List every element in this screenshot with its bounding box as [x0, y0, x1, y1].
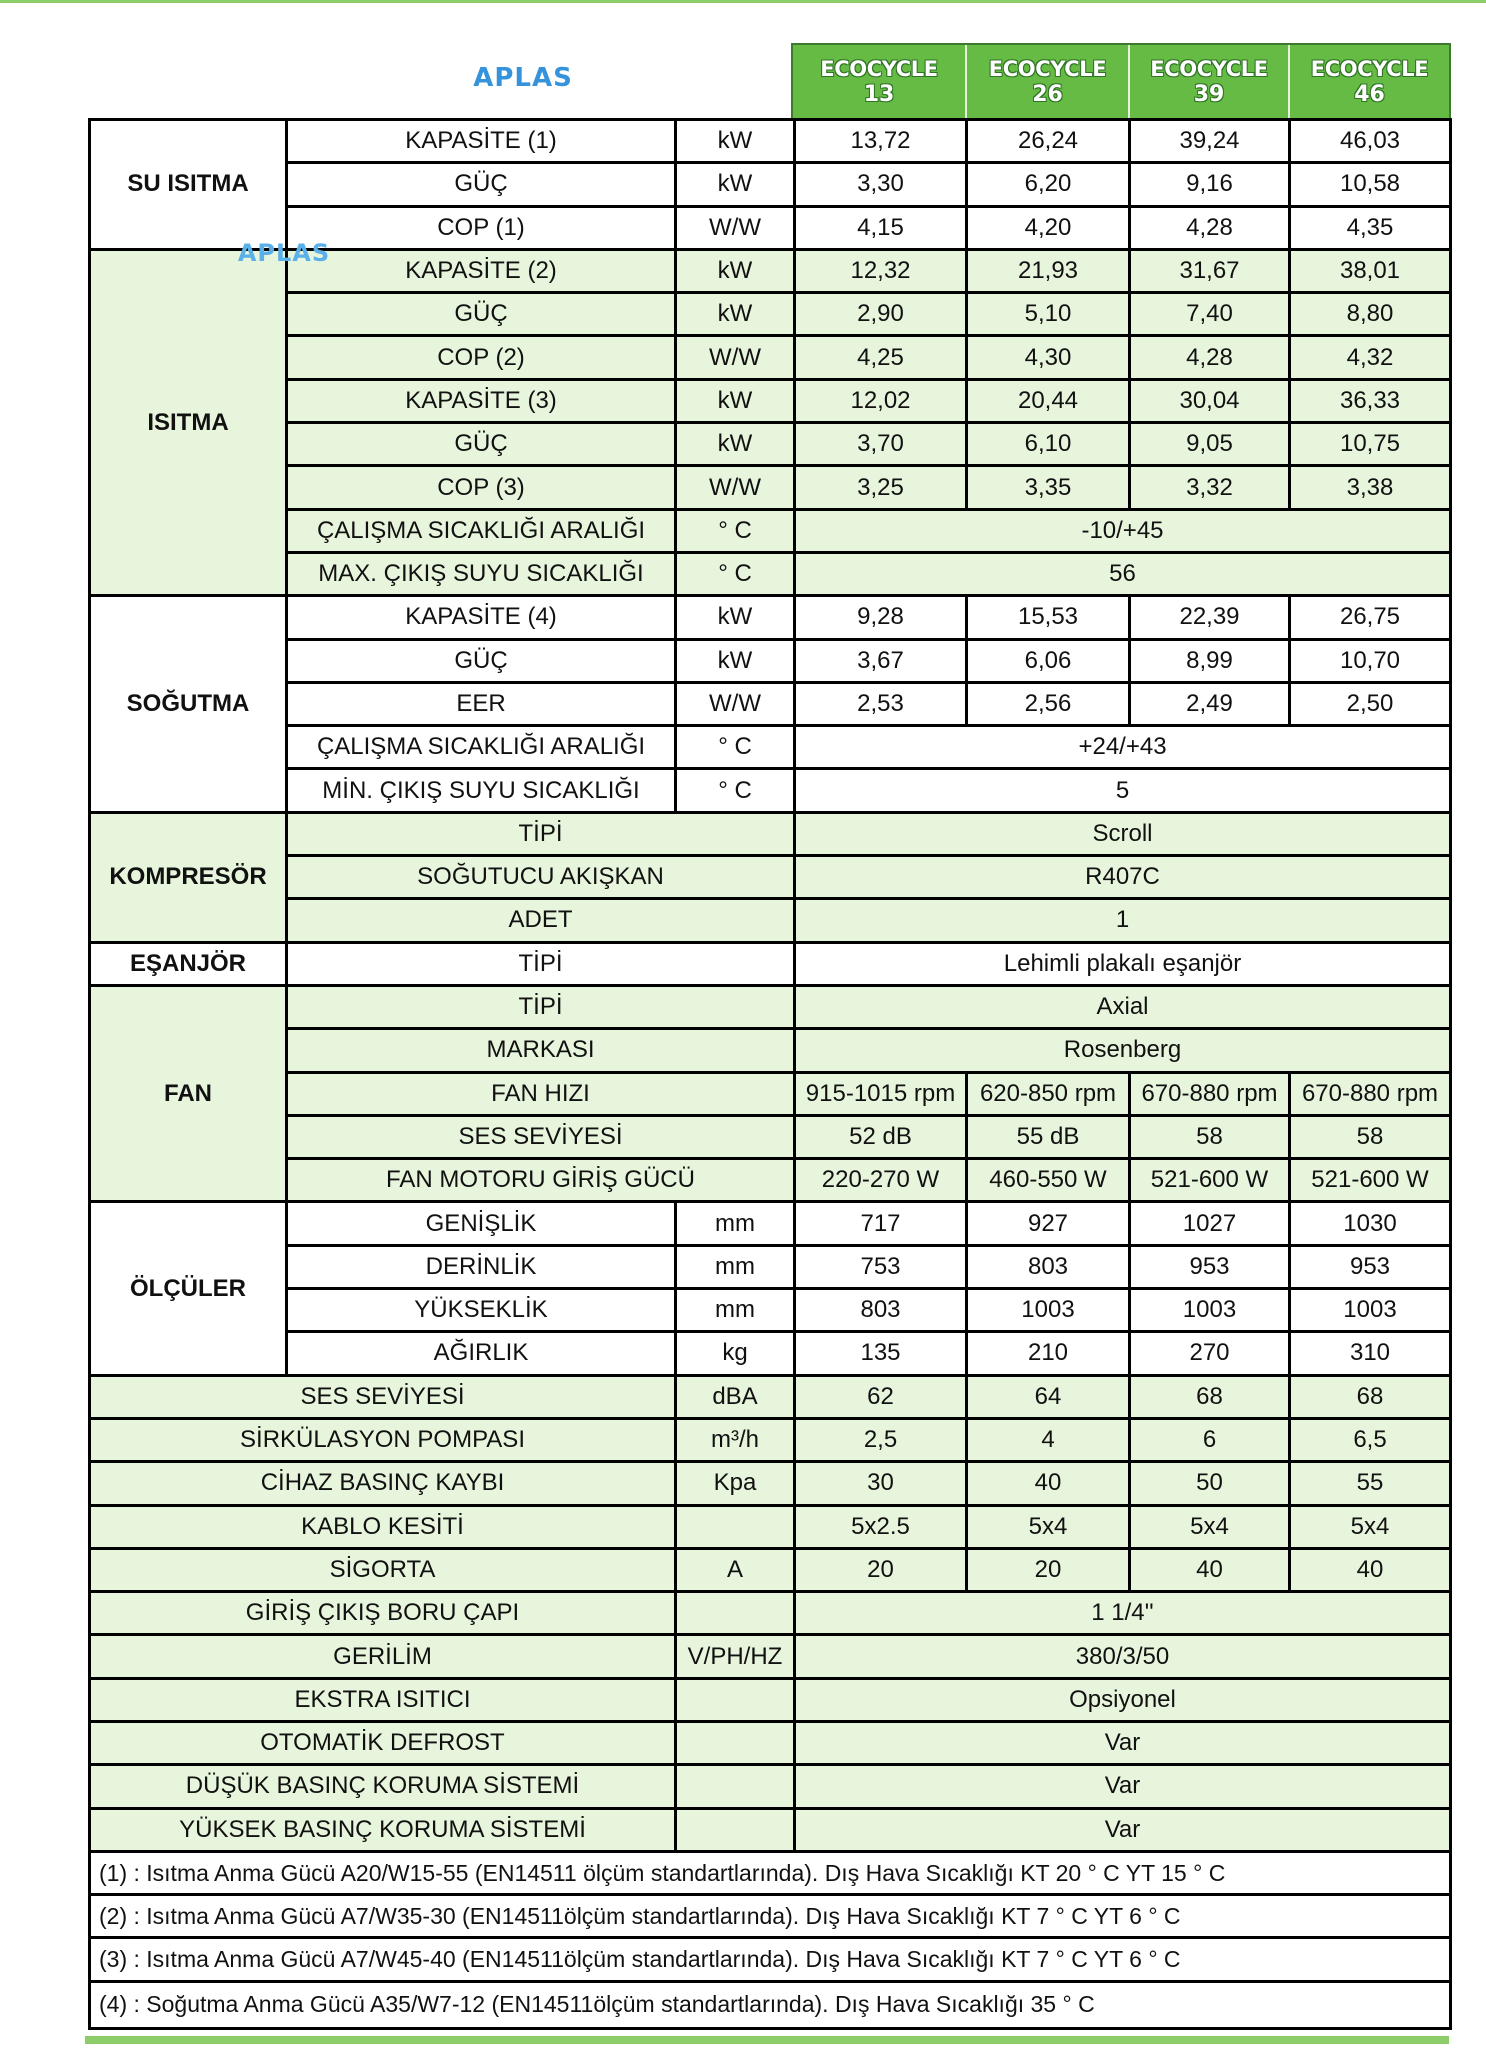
unit-cell: kW — [676, 596, 795, 639]
footnote-row — [90, 1981, 1451, 2028]
param-label: ÇALIŞMA SICAKLIĞI ARALIĞI — [287, 509, 676, 552]
unit-cell — [676, 1678, 795, 1721]
value-cell: 670-880 rpm — [1290, 1072, 1451, 1115]
unit-cell: ° C — [676, 509, 795, 552]
value-cell: 38,01 — [1290, 249, 1451, 292]
value-cell: 6,06 — [967, 639, 1130, 682]
table-row — [90, 1375, 1451, 1418]
value-cell: 4,20 — [967, 206, 1130, 249]
bottom-accent-bar — [85, 2036, 1449, 2044]
value-cell: 6,10 — [967, 423, 1130, 466]
value-cell: 1030 — [1290, 1202, 1451, 1245]
value-cell: 2,56 — [967, 682, 1130, 725]
param-label: TİPİ — [287, 985, 795, 1028]
value-cell: 8,99 — [1130, 639, 1290, 682]
footnote-text: (2) : Isıtma Anma Gücü A7/W35-30 (EN14511ölçüm standartlarında). Dış Hava Sıcaklığı KT 7 ° C YT 6 ° C — [90, 1895, 1451, 1938]
value-cell: 55 — [1290, 1462, 1451, 1505]
param-label: COP (1) — [287, 206, 676, 249]
table-row — [90, 1548, 1451, 1591]
param-label: FAN HIZI — [287, 1072, 795, 1115]
param-label: GERİLİM — [90, 1635, 676, 1678]
value-cell: 4,15 — [795, 206, 967, 249]
value-cell: 20,44 — [967, 379, 1130, 422]
merged-value-cell: 380/3/50 — [795, 1635, 1451, 1678]
value-cell: 52 dB — [795, 1115, 967, 1158]
param-label: YÜKSEKLİK — [287, 1289, 676, 1332]
value-cell: 4,25 — [795, 336, 967, 379]
value-cell: 803 — [967, 1245, 1130, 1288]
merged-value-cell: Axial — [795, 985, 1451, 1028]
value-cell: 1003 — [1290, 1289, 1451, 1332]
value-cell: 6 — [1130, 1418, 1290, 1461]
param-label: SİRKÜLASYON POMPASI — [90, 1418, 676, 1461]
merged-value-cell: Var — [795, 1808, 1451, 1851]
merged-value-cell: 1 1/4'' — [795, 1592, 1451, 1635]
unit-cell: kW — [676, 120, 795, 163]
unit-cell: kW — [676, 379, 795, 422]
group-label-kompresor: KOMPRESÖR — [90, 812, 287, 942]
value-cell: 5x4 — [967, 1505, 1130, 1548]
table-row — [90, 379, 1451, 422]
value-cell: 915-1015 rpm — [795, 1072, 967, 1115]
table-row — [90, 1635, 1451, 1678]
unit-cell: dBA — [676, 1375, 795, 1418]
value-cell: 670-880 rpm — [1130, 1072, 1290, 1115]
param-label: EKSTRA ISITICI — [90, 1678, 676, 1721]
param-label: KAPASİTE (3) — [287, 379, 676, 422]
value-cell: 3,70 — [795, 423, 967, 466]
unit-cell: mm — [676, 1245, 795, 1288]
param-label: GÜÇ — [287, 423, 676, 466]
table-row — [90, 1115, 1451, 1158]
merged-value-cell: Rosenberg — [795, 1029, 1451, 1072]
unit-cell: kW — [676, 423, 795, 466]
group-label-fan: FAN — [90, 985, 287, 1201]
table-row — [90, 639, 1451, 682]
value-cell: 717 — [795, 1202, 967, 1245]
unit-cell: ° C — [676, 769, 795, 812]
footnote-text: (1) : Isıtma Anma Gücü A20/W15-55 (EN14511 ölçüm standartlarında). Dış Hava Sıcaklığı KT 20 ° C YT 15 ° C — [90, 1851, 1451, 1894]
group-label-isitma: ISITMA — [90, 249, 287, 595]
group-label-olculer: ÖLÇÜLER — [90, 1202, 287, 1375]
value-cell: 8,80 — [1290, 293, 1451, 336]
value-cell: 310 — [1290, 1332, 1451, 1375]
value-cell: 58 — [1290, 1115, 1451, 1158]
value-cell: 210 — [967, 1332, 1130, 1375]
value-cell: 6,5 — [1290, 1418, 1451, 1461]
param-label: TİPİ — [287, 812, 795, 855]
merged-value-cell: Lehimli plakalı eşanjör — [795, 942, 1451, 985]
table-row — [90, 1332, 1451, 1375]
value-cell: 50 — [1130, 1462, 1290, 1505]
table-row — [90, 1418, 1451, 1461]
unit-cell: W/W — [676, 466, 795, 509]
value-cell: 68 — [1290, 1375, 1451, 1418]
value-cell: 4 — [967, 1418, 1130, 1461]
table-row — [90, 596, 1451, 639]
value-cell: 5x2.5 — [795, 1505, 967, 1548]
value-cell: 460-550 W — [967, 1159, 1130, 1202]
table-row — [90, 1765, 1451, 1808]
value-cell: 753 — [795, 1245, 967, 1288]
param-label: KABLO KESİTİ — [90, 1505, 676, 1548]
value-cell: 3,35 — [967, 466, 1130, 509]
value-cell: 9,28 — [795, 596, 967, 639]
value-cell: 26,24 — [967, 120, 1130, 163]
param-label: GÜÇ — [287, 163, 676, 206]
table-row — [90, 466, 1451, 509]
unit-cell — [676, 1505, 795, 1548]
param-label: CİHAZ BASINÇ KAYBI — [90, 1462, 676, 1505]
table-row — [90, 1159, 1451, 1202]
table-row — [90, 812, 1451, 855]
value-cell: 4,35 — [1290, 206, 1451, 249]
model-number: 13 — [863, 81, 895, 107]
table-row — [90, 1808, 1451, 1851]
value-cell: 62 — [795, 1375, 967, 1418]
param-label: TİPİ — [287, 942, 795, 985]
value-cell: 30 — [795, 1462, 967, 1505]
unit-cell: kg — [676, 1332, 795, 1375]
value-cell: 803 — [795, 1289, 967, 1332]
param-label: AĞIRLIK — [287, 1332, 676, 1375]
value-cell: 270 — [1130, 1332, 1290, 1375]
table-row — [90, 293, 1451, 336]
param-label: GÜÇ — [287, 293, 676, 336]
brand-logo: APLAS — [473, 63, 573, 93]
param-label: SES SEVİYESİ — [90, 1375, 676, 1418]
unit-cell: kW — [676, 249, 795, 292]
value-cell: 927 — [967, 1202, 1130, 1245]
param-label: MAX. ÇIKIŞ SUYU SICAKLIĞI — [287, 552, 676, 595]
value-cell: 12,02 — [795, 379, 967, 422]
param-label: SES SEVİYESİ — [287, 1115, 795, 1158]
value-cell: 31,67 — [1130, 249, 1290, 292]
value-cell: 12,32 — [795, 249, 967, 292]
table-row — [90, 163, 1451, 206]
unit-cell: W/W — [676, 682, 795, 725]
value-cell: 7,40 — [1130, 293, 1290, 336]
unit-cell: V/PH/HZ — [676, 1635, 795, 1678]
param-label: SOĞUTUCU AKIŞKAN — [287, 856, 795, 899]
value-cell: 9,05 — [1130, 423, 1290, 466]
table-row — [90, 942, 1451, 985]
value-cell: 64 — [967, 1375, 1130, 1418]
param-label: MİN. ÇIKIŞ SUYU SICAKLIĞI — [287, 769, 676, 812]
value-cell: 3,38 — [1290, 466, 1451, 509]
value-cell: 40 — [967, 1462, 1130, 1505]
param-label: KAPASİTE (2) — [287, 249, 676, 292]
table-row — [90, 1029, 1451, 1072]
unit-cell — [676, 1721, 795, 1764]
value-cell: 30,04 — [1130, 379, 1290, 422]
footnote-text: (4) : Soğutma Anma Gücü A35/W7-12 (EN14511ölçüm standartlarında). Dış Hava Sıcaklığı 35 ° C — [90, 1981, 1451, 2028]
param-label: COP (2) — [287, 336, 676, 379]
model-number: 46 — [1354, 81, 1385, 107]
value-cell: 3,25 — [795, 466, 967, 509]
param-label: ADET — [287, 899, 795, 942]
value-cell: 4,32 — [1290, 336, 1451, 379]
value-cell: 20 — [795, 1548, 967, 1591]
spec-table — [88, 118, 1452, 2030]
table-row — [90, 1721, 1451, 1764]
table-row — [90, 1245, 1451, 1288]
footnote-row — [90, 1895, 1451, 1938]
model-number: 39 — [1193, 81, 1225, 107]
unit-cell: mm — [676, 1289, 795, 1332]
group-label-esanjor: EŞANJÖR — [90, 942, 287, 985]
footnote-text: (3) : Isıtma Anma Gücü A7/W45-40 (EN14511ölçüm standartlarında). Dış Hava Sıcaklığı KT 7 ° C YT 6 ° C — [90, 1938, 1451, 1981]
value-cell: 953 — [1290, 1245, 1451, 1288]
merged-value-cell: Var — [795, 1721, 1451, 1764]
value-cell: 9,16 — [1130, 163, 1290, 206]
param-label: GENİŞLİK — [287, 1202, 676, 1245]
table-row — [90, 985, 1451, 1028]
value-cell: 10,70 — [1290, 639, 1451, 682]
table-row — [90, 1678, 1451, 1721]
value-cell: 220-270 W — [795, 1159, 967, 1202]
value-cell: 36,33 — [1290, 379, 1451, 422]
value-cell: 15,53 — [967, 596, 1130, 639]
model-number: 26 — [1032, 81, 1063, 107]
param-label: KAPASİTE (1) — [287, 120, 676, 163]
unit-cell: W/W — [676, 206, 795, 249]
unit-cell — [676, 1592, 795, 1635]
value-cell: 21,93 — [967, 249, 1130, 292]
unit-cell — [676, 1765, 795, 1808]
model-name: ECOCYCLE — [820, 56, 938, 81]
value-cell: 521-600 W — [1290, 1159, 1451, 1202]
table-row — [90, 1505, 1451, 1548]
value-cell: 6,20 — [967, 163, 1130, 206]
value-cell: 22,39 — [1130, 596, 1290, 639]
value-cell: 3,30 — [795, 163, 967, 206]
value-cell: 4,30 — [967, 336, 1130, 379]
param-label: FAN MOTORU GİRİŞ GÜCÜ — [287, 1159, 795, 1202]
value-cell: 20 — [967, 1548, 1130, 1591]
value-cell: 620-850 rpm — [967, 1072, 1130, 1115]
unit-cell: A — [676, 1548, 795, 1591]
unit-cell: kW — [676, 639, 795, 682]
merged-value-cell: 1 — [795, 899, 1451, 942]
merged-value-cell: Scroll — [795, 812, 1451, 855]
value-cell: 4,28 — [1130, 206, 1290, 249]
merged-value-cell: 5 — [795, 769, 1451, 812]
model-header-cell — [793, 45, 965, 118]
value-cell: 1003 — [967, 1289, 1130, 1332]
value-cell: 58 — [1130, 1115, 1290, 1158]
table-row — [90, 1289, 1451, 1332]
table-row — [90, 336, 1451, 379]
group-label-sogutma: SOĞUTMA — [90, 596, 287, 812]
value-cell: 5x4 — [1290, 1505, 1451, 1548]
unit-cell: W/W — [676, 336, 795, 379]
param-label: OTOMATİK DEFROST — [90, 1721, 676, 1764]
unit-cell — [676, 1808, 795, 1851]
param-label: DÜŞÜK BASINÇ KORUMA SİSTEMİ — [90, 1765, 676, 1808]
value-cell: 46,03 — [1290, 120, 1451, 163]
value-cell: 68 — [1130, 1375, 1290, 1418]
value-cell: 40 — [1290, 1548, 1451, 1591]
value-cell: 13,72 — [795, 120, 967, 163]
brand-watermark: APLAS — [237, 239, 331, 267]
table-row — [90, 1592, 1451, 1635]
value-cell: 3,32 — [1130, 466, 1290, 509]
table-row — [90, 899, 1451, 942]
model-header-cell — [1288, 45, 1449, 118]
footnote-row — [90, 1851, 1451, 1894]
unit-cell: ° C — [676, 726, 795, 769]
model-header-cell — [1128, 45, 1288, 118]
param-label: COP (3) — [287, 466, 676, 509]
value-cell: 3,67 — [795, 639, 967, 682]
unit-cell: kW — [676, 293, 795, 336]
table-row — [90, 1462, 1451, 1505]
value-cell: 1003 — [1130, 1289, 1290, 1332]
unit-cell: kW — [676, 163, 795, 206]
value-cell: 2,49 — [1130, 682, 1290, 725]
value-cell: 953 — [1130, 1245, 1290, 1288]
model-name: ECOCYCLE — [988, 56, 1107, 81]
table-row — [90, 423, 1451, 466]
unit-cell: m³/h — [676, 1418, 795, 1461]
merged-value-cell: R407C — [795, 856, 1451, 899]
value-cell: 4,28 — [1130, 336, 1290, 379]
table-row — [90, 552, 1451, 595]
table-row — [90, 726, 1451, 769]
value-cell: 1027 — [1130, 1202, 1290, 1245]
unit-cell: ° C — [676, 552, 795, 595]
top-accent-line — [0, 0, 1486, 3]
group-label-su-isitma: SU ISITMA — [90, 120, 287, 250]
param-label: ÇALIŞMA SICAKLIĞI ARALIĞI — [287, 726, 676, 769]
table-row — [90, 856, 1451, 899]
table-row — [90, 1202, 1451, 1245]
model-name: ECOCYCLE — [1310, 56, 1429, 81]
value-cell: 10,58 — [1290, 163, 1451, 206]
value-cell: 2,90 — [795, 293, 967, 336]
unit-cell: mm — [676, 1202, 795, 1245]
value-cell: 5x4 — [1130, 1505, 1290, 1548]
value-cell: 40 — [1130, 1548, 1290, 1591]
param-label: KAPASİTE (4) — [287, 596, 676, 639]
param-label: GİRİŞ ÇIKIŞ BORU ÇAPI — [90, 1592, 676, 1635]
merged-value-cell: Opsiyonel — [795, 1678, 1451, 1721]
value-cell: 2,50 — [1290, 682, 1451, 725]
value-cell: 521-600 W — [1130, 1159, 1290, 1202]
table-row — [90, 682, 1451, 725]
param-label: YÜKSEK BASINÇ KORUMA SİSTEMİ — [90, 1808, 676, 1851]
table-row — [90, 769, 1451, 812]
model-header — [791, 43, 1451, 118]
value-cell: 5,10 — [967, 293, 1130, 336]
merged-value-cell: Var — [795, 1765, 1451, 1808]
value-cell: 2,5 — [795, 1418, 967, 1461]
value-cell: 2,53 — [795, 682, 967, 725]
value-cell: 135 — [795, 1332, 967, 1375]
value-cell: 55 dB — [967, 1115, 1130, 1158]
param-label: GÜÇ — [287, 639, 676, 682]
merged-value-cell: +24/+43 — [795, 726, 1451, 769]
param-label: MARKASI — [287, 1029, 795, 1072]
table-row — [90, 509, 1451, 552]
param-label: EER — [287, 682, 676, 725]
footnote-row — [90, 1938, 1451, 1981]
merged-value-cell: 56 — [795, 552, 1451, 595]
value-cell: 26,75 — [1290, 596, 1451, 639]
param-label: SİGORTA — [90, 1548, 676, 1591]
merged-value-cell: -10/+45 — [795, 509, 1451, 552]
value-cell: 39,24 — [1130, 120, 1290, 163]
model-name: ECOCYCLE — [1150, 56, 1268, 81]
unit-cell: Kpa — [676, 1462, 795, 1505]
param-label: DERİNLİK — [287, 1245, 676, 1288]
value-cell: 10,75 — [1290, 423, 1451, 466]
table-row — [90, 120, 1451, 163]
table-row — [90, 1072, 1451, 1115]
model-header-cell — [965, 45, 1128, 118]
